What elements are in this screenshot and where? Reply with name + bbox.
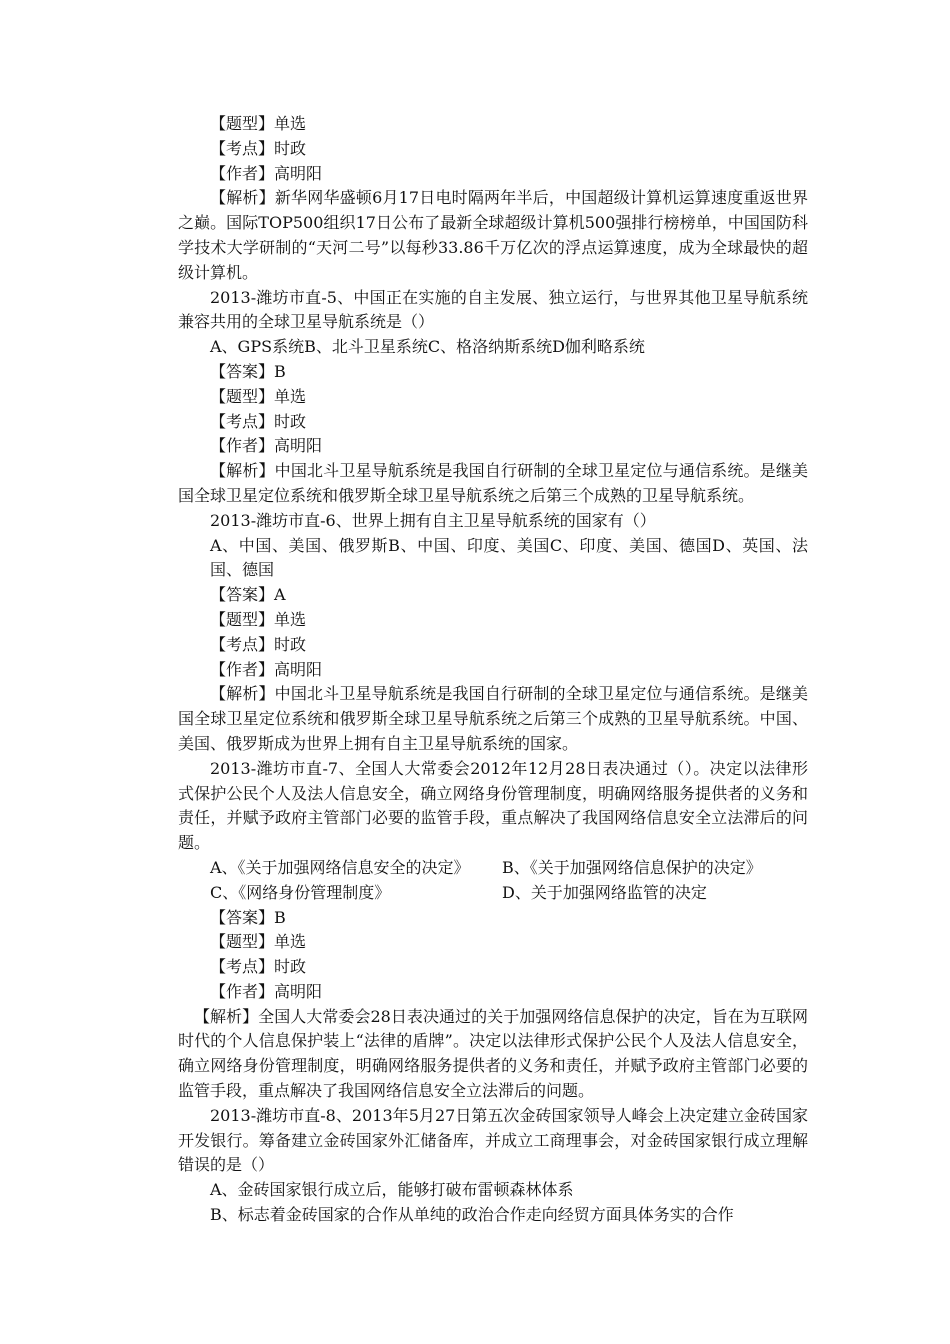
q8-option-b: B、标志着金砖国家的合作从单纯的政治合作走向经贸方面具体务实的合作 bbox=[210, 1205, 734, 1225]
q7-options-row-2 bbox=[178, 881, 808, 906]
q7-answer: 【答案】B bbox=[210, 907, 286, 927]
q7-point: 【考点】时政 bbox=[210, 957, 307, 977]
q6-point: 【考点】时政 bbox=[210, 634, 307, 654]
q6-answer: 【答案】A bbox=[210, 585, 286, 605]
q5-analysis: 【解析】中国北斗卫星导航系统是我国自行研制的全球卫星定位与通信系统。是继美国全球卫星定位系统和俄罗斯全球卫星导航系统之后第三个成熟的卫星导航系统。 bbox=[178, 461, 808, 505]
q7-option-c: C、《网络身份管理制度》 bbox=[210, 882, 391, 902]
q7-option-a: A、《关于加强网络信息安全的决定》 bbox=[210, 857, 470, 877]
q4-point: 【考点】时政 bbox=[210, 138, 307, 158]
q6-question: 2013-潍坊市直-6、世界上拥有自主卫星导航系统的国家有（） bbox=[210, 510, 656, 530]
q6-author: 【作者】高明阳 bbox=[210, 659, 323, 679]
q6-analysis: 【解析】中国北斗卫星导航系统是我国自行研制的全球卫星定位与通信系统。是继美国全球卫星定位系统和俄罗斯全球卫星导航系统之后第三个成熟的卫星导航系统。中国、美国、俄罗斯成为世界上拥有自主卫星导航系统的国家。 bbox=[178, 684, 808, 753]
q7-analysis: 【解析】全国人大常委会28日表决通过的关于加强网络信息保护的决定，旨在为互联网时代的个人信息保护装上“法律的盾牌”。决定以法律形式保护公民个人及法人信息安全，确立网络身份管理制度，明确网络服务提供者的义务和责任，并赋予政府主管部门必要的监管手段，重点解决了我国网络信息安全立法滞后的问题。 bbox=[178, 1006, 808, 1101]
q5-point: 【考点】时政 bbox=[210, 411, 307, 431]
q5-author: 【作者】高明阳 bbox=[210, 436, 323, 456]
q7-options-row-1 bbox=[178, 856, 808, 881]
q4-type: 【题型】单选 bbox=[210, 114, 307, 133]
q5-answer: 【答案】B bbox=[210, 361, 286, 381]
q4-author: 【作者】高明阳 bbox=[210, 163, 323, 183]
q5-options: A、GPS系统B、北斗卫星系统C、格洛纳斯系统D伽利略系统 bbox=[210, 337, 645, 357]
q6-options: A、中国、美国、俄罗斯B、中国、印度、美国C、印度、美国、德国D、英国、法国、德国 bbox=[210, 535, 808, 580]
q5-type: 【题型】单选 bbox=[210, 386, 307, 406]
q7-type: 【题型】单选 bbox=[210, 932, 307, 952]
q7-option-d: D、关于加强网络监管的决定 bbox=[502, 882, 707, 902]
q5-question: 2013-潍坊市直-5、中国正在实施的自主发展、独立运行，与世界其他卫星导航系统兼容共用的全球卫星导航系统是（） bbox=[178, 287, 808, 332]
q8-option-a: A、金砖国家银行成立后，能够打破布雷顿森林体系 bbox=[210, 1180, 574, 1200]
q7-question: 2013-潍坊市直-7、全国人大常委会2012年12月28日表决通过（）。决定以法律形式保护公民个人及法人信息安全，确立网络身份管理制度，明确网络服务提供者的义务和责任，并赋予政府主管部门必要的监管手段，重点解决了我国网络信息安全立法滞后的问题。 bbox=[178, 758, 808, 853]
document-body bbox=[178, 112, 808, 1228]
q7-author: 【作者】高明阳 bbox=[210, 981, 323, 1001]
q6-type: 【题型】单选 bbox=[210, 609, 307, 629]
q8-question: 2013-潍坊市直-8、2013年5月27日第五次金砖国家领导人峰会上决定建立金砖国家开发银行。筹备建立金砖国家外汇储备库，并成立工商理事会，对金砖国家银行成立理解错误的是（） bbox=[178, 1105, 808, 1175]
q7-option-b: B、《关于加强网络信息保护的决定》 bbox=[502, 857, 762, 877]
q4-analysis: 【解析】新华网华盛顿6月17日电时隔两年半后，中国超级计算机运算速度重返世界之巅。国际TOP500组织17日公布了最新全球超级计算机500强排行榜榜单，中国国防科学技术大学研制的“天河二号”以每秒33.86千万亿次的浮点运算速度，成为全球最快的超级计算机。 bbox=[178, 188, 808, 282]
